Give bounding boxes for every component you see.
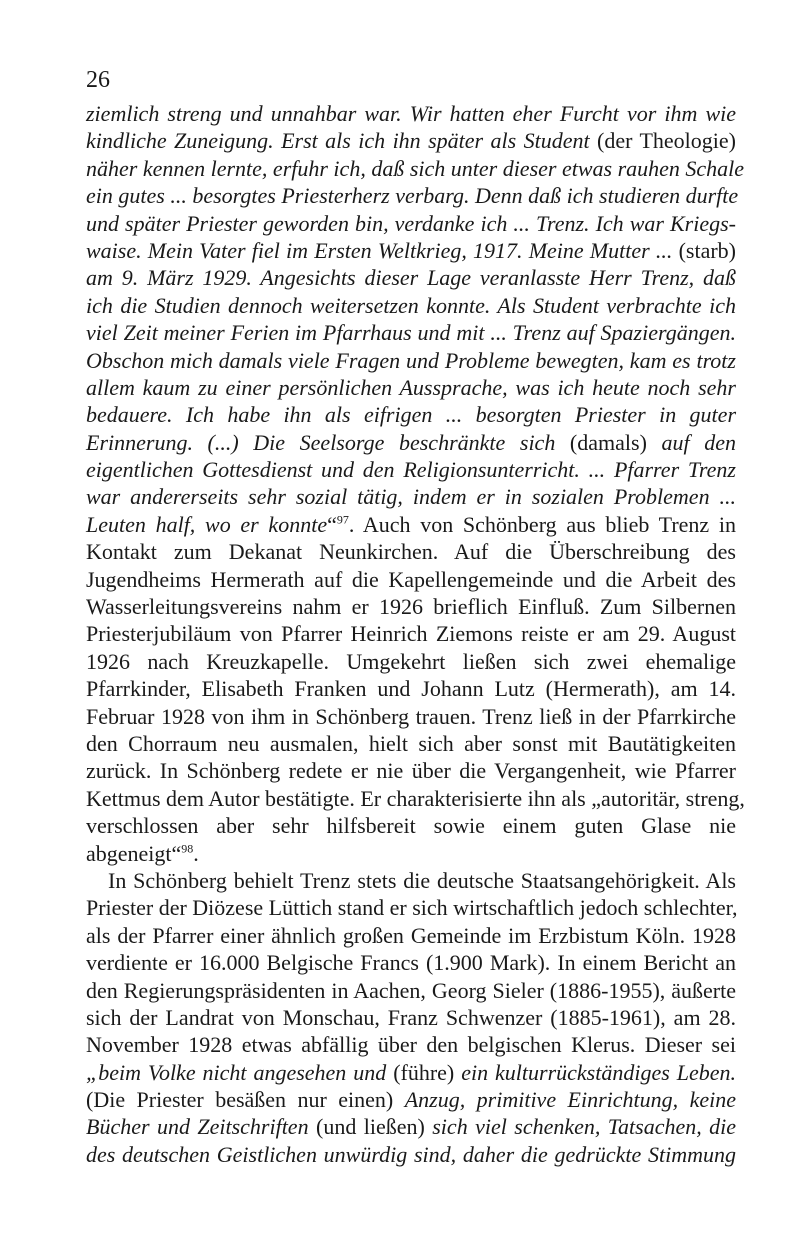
text-line: [86, 182, 739, 209]
italic-quote-text: auf den: [661, 429, 736, 455]
body-text-span: (und ließen): [316, 1114, 433, 1140]
text-line: [86, 1004, 736, 1031]
italic-quote-text: des deutschen Geistlichen unwürdig sind, daher die gedrückte Stimmung: [86, 1141, 736, 1167]
text-line: [86, 210, 736, 237]
italic-quote-text: war andererseits sehr sozial tätig, indem er in sozialen Problemen ...: [86, 484, 736, 510]
body-text-span: (der Theologie): [597, 128, 736, 154]
text-line: [86, 757, 736, 784]
body-text: [86, 100, 745, 1168]
italic-quote-text: ein kulturrückständiges Leben.: [461, 1059, 736, 1085]
body-text-span: zurück. In Schönberg redete er nie über die Vergangenheit, wie Pfarrer: [86, 758, 736, 784]
text-line: [86, 155, 745, 182]
body-text-span: (starb): [678, 237, 736, 263]
text-line: [86, 620, 736, 647]
text-line: [86, 1086, 736, 1113]
body-text-span: Priesterjubiläum von Pfarrer Heinrich Ziemons reiste er am 29. August: [86, 621, 736, 647]
text-line: [86, 374, 736, 401]
text-line: [86, 292, 736, 319]
italic-quote-text: näher kennen lernte, erfuhr ich, daß sich unter dieser etwas rauhen Schale: [86, 155, 745, 181]
body-text-span: In Schönberg behielt Trenz stets die deutsche Staatsangehörigkeit. Als: [108, 867, 736, 893]
text-line: [86, 867, 736, 894]
text-line: [86, 977, 736, 1004]
text-line: [86, 401, 736, 428]
body-text-span: verdiente er 16.000 Belgische Francs (1.900 Mark). In einem Bericht an: [86, 950, 736, 976]
text-line: [86, 511, 736, 538]
italic-quote-text: kindliche Zuneigung. Erst als ich ihn später als Student: [86, 128, 598, 154]
text-line: [86, 1113, 736, 1140]
italic-quote-text: und später Priester geworden bin, verdanke ich ... Trenz. Ich war Kriegs-: [86, 210, 736, 236]
italic-quote-text: allem kaum zu einer persönlichen Aussprache, was ich heute noch sehr: [86, 374, 736, 400]
text-line: [86, 347, 736, 374]
text-line: [86, 703, 736, 730]
text-line: [86, 1059, 736, 1086]
body-text-span: Kontakt zum Dekanat Neunkirchen. Auf die Überschreibung des: [86, 539, 736, 565]
body-text-span: sich der Landrat von Monschau, Franz Schwenzer (1885-1961), am 28.: [86, 1004, 736, 1030]
text-line: [86, 483, 736, 510]
body-text-span: als der Pfarrer einer ähnlich großen Gemeinde im Erzbistum Köln. 1928: [86, 922, 736, 948]
body-text-span: (führe): [393, 1059, 462, 1085]
footnote-ref: 98: [181, 841, 194, 856]
text-line: [86, 319, 736, 346]
italic-quote-text: ein gutes ... besorgtes Priesterherz verbarg. Denn daß ich studieren durfte: [86, 183, 739, 209]
text-line: [86, 566, 736, 593]
body-text-span: (Die Priester besäßen nur einen): [86, 1087, 405, 1113]
body-text-span: Kettmus dem Autor bestätigte. Er charakterisierte ihn als „autoritär, streng,: [86, 785, 745, 811]
text-line: [86, 429, 736, 456]
text-line: [86, 538, 736, 565]
body-text-span: den Regierungspräsidenten in Aachen, Georg Sieler (1886-1955), äußerte: [86, 977, 736, 1003]
text-line: [86, 456, 736, 483]
text-line: [86, 100, 736, 127]
text-line: [86, 264, 736, 291]
italic-quote-text: Anzug, primitive Einrichtung, keine: [404, 1087, 736, 1113]
body-text-span: Pfarrkinder, Elisabeth Franken und Johann Lutz (Hermerath), am 14.: [86, 676, 736, 702]
body-text-span: November 1928 etwas abfällig über den belgischen Klerus. Dieser sei: [86, 1032, 736, 1058]
body-text-span: “: [327, 511, 337, 537]
italic-quote-text: Erinnerung. (...) Die Seelsorge beschränkte sich: [86, 429, 570, 455]
text-line: [86, 730, 736, 757]
text-line: [86, 922, 736, 949]
italic-quote-text: Leuten half, wo er konnte: [86, 511, 328, 537]
text-line: [86, 785, 745, 812]
text-line: [86, 1031, 736, 1058]
text-line: [86, 812, 736, 839]
body-text-span: .: [193, 840, 199, 866]
italic-quote-text: sich viel schenken, Tatsachen, die: [432, 1114, 737, 1140]
body-text-span: Jugendheims Hermerath auf die Kapellengemeinde und die Arbeit des: [86, 566, 736, 592]
italic-quote-text: waise. Mein Vater fiel im Ersten Weltkrieg, 1917. Meine Mutter ...: [86, 237, 679, 263]
italic-quote-text: viel Zeit meiner Ferien im Pfarrhaus und mit ... Trenz auf Spaziergängen.: [86, 320, 736, 346]
italic-quote-text: Obschon mich damals viele Fragen und Probleme bewegten, kam es trotz: [86, 347, 736, 373]
text-line: [86, 593, 736, 620]
italic-quote-text: bedauere. Ich habe ihn als eifrigen ... besorgten Priester in guter: [86, 402, 736, 428]
page-number: 26: [86, 67, 110, 93]
italic-quote-text: Bücher und Zeitschriften: [86, 1114, 316, 1140]
body-text-span: verschlossen aber sehr hilfsbereit sowie einem guten Glase nie: [86, 813, 736, 839]
body-text-span: Priester der Diözese Lüttich stand er sich wirtschaftlich jedoch schlechter,: [86, 895, 738, 921]
italic-quote-text: eigentlichen Gottesdienst und den Religionsunterricht. ... Pfarrer Trenz: [86, 457, 736, 483]
body-text-span: (damals): [569, 429, 662, 455]
body-text-span: Wasserleitungsvereins nahm er 1926 brieflich Einfluß. Zum Silbernen: [86, 594, 736, 620]
body-text-span: 1926 nach Kreuzkapelle. Umgekehrt ließen sich zwei ehemalige: [86, 648, 736, 674]
text-line: [86, 949, 736, 976]
italic-quote-text: am 9. März 1929. Angesichts dieser Lage veranlasste Herr Trenz, daß: [86, 265, 736, 291]
text-line: [86, 127, 736, 154]
italic-quote-text: „beim Volke nicht angesehen und: [86, 1059, 394, 1085]
italic-quote-text: ziemlich streng und unnahbar war. Wir hatten eher Furcht vor ihm wie: [86, 101, 736, 126]
body-text-span: abgeneigt“: [86, 840, 182, 866]
text-line: [86, 1141, 736, 1168]
text-line: [86, 648, 736, 675]
text-line: [86, 675, 736, 702]
text-line: [86, 840, 736, 867]
text-line: [86, 894, 736, 921]
body-text-span: Februar 1928 von ihm in Schönberg trauen. Trenz ließ in der Pfarrkirche: [86, 703, 736, 729]
text-line: [86, 237, 736, 264]
italic-quote-text: ich die Studien dennoch weitersetzen konnte. Als Student verbrachte ich: [86, 292, 736, 318]
footnote-ref: 97: [336, 512, 349, 527]
body-text-span: den Chorraum neu ausmalen, hielt sich aber sonst mit Bautätigkeiten: [86, 730, 736, 756]
body-text-span: . Auch von Schönberg aus blieb Trenz in: [348, 511, 737, 537]
